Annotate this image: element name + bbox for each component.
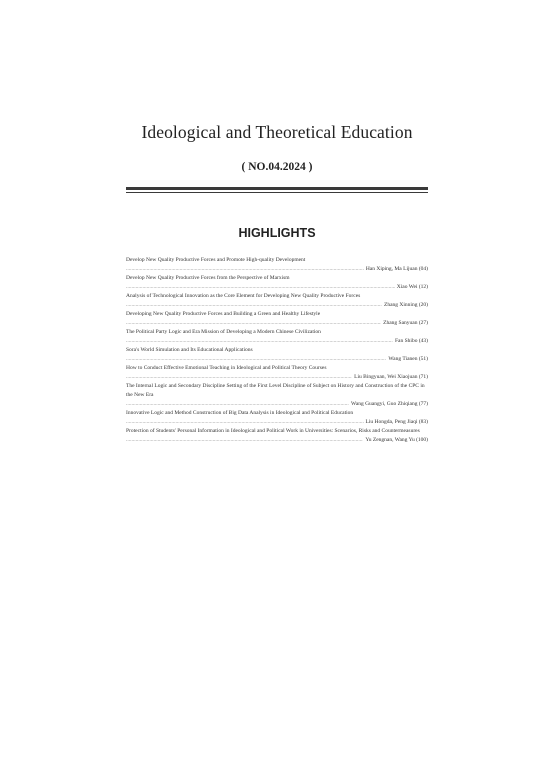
dot-leader: [126, 373, 352, 382]
entry-title: Innovative Logic and Method Construction of Big Data Analysis in Ideological and Political Education: [126, 410, 354, 416]
toc-entry: [126, 328, 428, 346]
toc-entry: [126, 292, 428, 310]
entry-author: Han Xiping, Ma Lijuan (04): [365, 266, 428, 272]
toc-entry: [126, 274, 428, 292]
entry-author: Wang Tianen (51): [388, 356, 428, 362]
toc-entry: [126, 256, 428, 274]
entry-author: Zhang Xinning (20): [384, 302, 428, 308]
toc-entry: [126, 364, 428, 382]
entry-author: Xiao Wei (12): [396, 284, 428, 290]
issue-number: ( NO.04.2024 ): [241, 161, 313, 173]
entry-title: How to Conduct Effective Emotional Teaching in Ideological and Political Theory Courses: [126, 365, 327, 371]
toc-entry: [126, 427, 428, 445]
entry-title: The Political Party Logic and Era Mission of Developing a Modern Chinese Civilization: [126, 329, 321, 335]
dot-leader: [126, 418, 364, 427]
section-heading: HIGHLIGHTS: [238, 226, 316, 240]
dot-leader: [126, 436, 363, 445]
entry-title: Develop New Quality Productive Forces from the Perspective of Marxism: [126, 275, 290, 281]
dot-leader: [126, 319, 381, 328]
entry-title: The Internal Logic and Secondary Discipline Setting of the First Level Discipline of Subject on History and Construction of the CPC in the New Era: [126, 383, 425, 398]
dot-leader: [126, 283, 395, 292]
table-of-contents: [126, 256, 428, 445]
toc-entry: [126, 409, 428, 427]
dot-leader: [126, 355, 386, 364]
title-divider-thick: [126, 187, 428, 190]
toc-entry: [126, 346, 428, 364]
dot-leader: [126, 337, 393, 346]
entry-author: Fan Shibo (43): [395, 338, 428, 344]
dot-leader: [126, 301, 382, 310]
entry-author: Yu Zengnan, Wang Yu (100): [365, 437, 428, 443]
toc-entry: [126, 310, 428, 328]
entry-title: Sora's World Simulation and Its Educational Applications: [126, 347, 253, 353]
dot-leader: [126, 400, 349, 409]
entry-title: Develop New Quality Productive Forces and Promote High-quality Development: [126, 257, 306, 263]
entry-title: Protection of Students' Personal Information in Ideological and Political Work in Universities: Scenarios, Risks and Countermeasures: [126, 428, 420, 434]
entry-title: Analysis of Technological Innovation as the Core Element for Developing New Quality Productive Forces: [126, 293, 361, 299]
dot-leader: [126, 265, 364, 274]
entry-author: Liu Bingyuan, Wei Xiaojuan (71): [354, 374, 428, 380]
entry-title: Developing New Quality Productive Forces and Building a Green and Healthy Lifestyle: [126, 311, 321, 317]
entry-author: Liu Hongda, Peng Jiaqi (83): [365, 419, 428, 425]
entry-author: Zhang Sanyuan (27): [383, 320, 428, 326]
entry-author: Wang Guangyi, Guo Zhiqiang (77): [351, 401, 428, 407]
journal-title: Ideological and Theoretical Education: [141, 122, 413, 142]
title-divider-thin: [126, 192, 428, 193]
toc-entry: [126, 382, 428, 409]
